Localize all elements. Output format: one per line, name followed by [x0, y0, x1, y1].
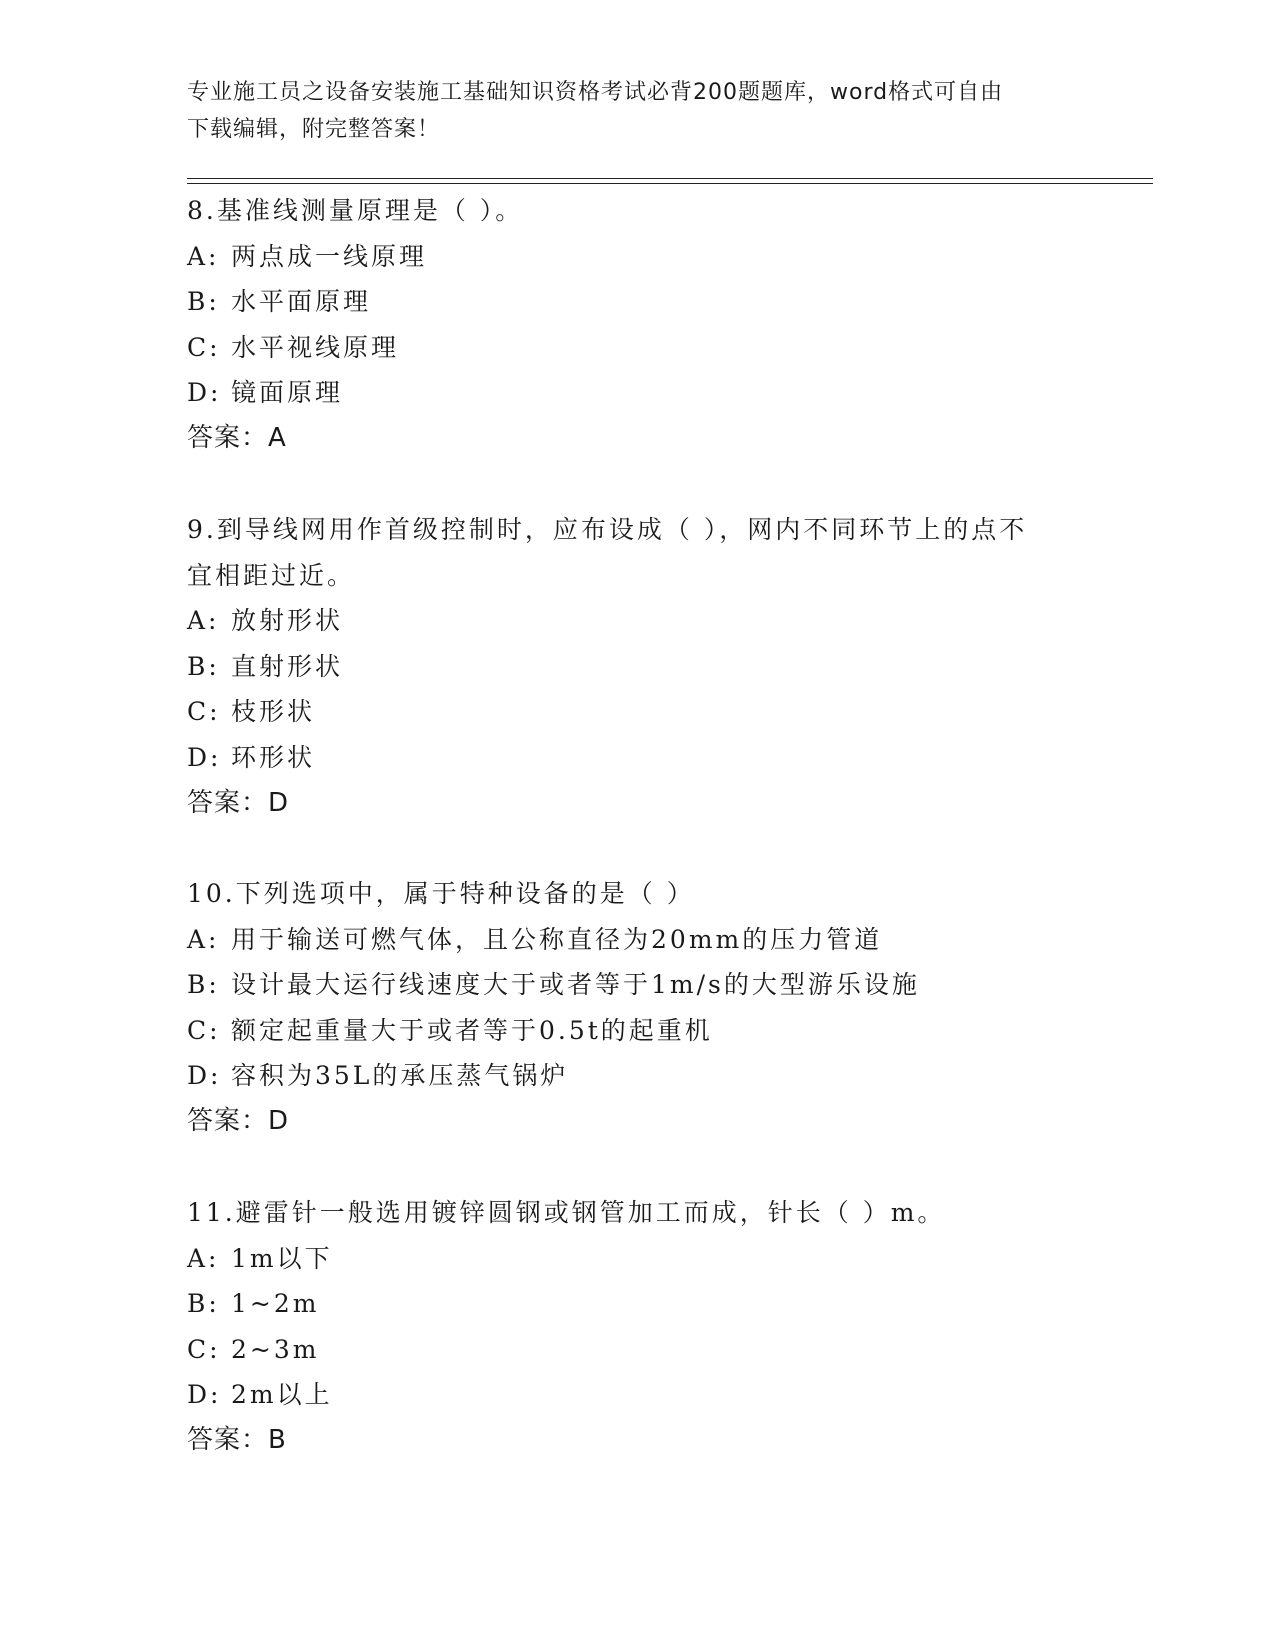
- option-key: B:: [187, 970, 220, 1000]
- header-line-1: 专业施工员之设备安装施工基础知识资格考试必背200题题库，word格式可自由: [187, 80, 1004, 105]
- question-stem-continued: 宜相距过近。: [187, 560, 356, 590]
- option-key: C:: [187, 697, 221, 727]
- option-text: 容积为35L的承压蒸气锅炉: [231, 1061, 569, 1091]
- answer-line: 答案：A: [187, 422, 287, 453]
- option-a: [187, 598, 1087, 644]
- option-b: [187, 644, 1087, 690]
- option-key: C:: [187, 1015, 221, 1045]
- option-key: C:: [187, 332, 221, 362]
- question-block: [187, 188, 1087, 462]
- option-d: [187, 1372, 1087, 1418]
- option-key: D:: [187, 378, 222, 408]
- option-key: B:: [187, 1289, 220, 1319]
- question-stem: 9.到导线网用作首级控制时，应布设成（ ），网内不同环节上的点不: [187, 515, 1028, 544]
- option-key: D:: [187, 742, 222, 772]
- option-text: 枝形状: [231, 697, 316, 727]
- answer-line: 答案：D: [187, 787, 290, 818]
- option-text: 用于输送可燃气体，且公称直径为20mm的压力管道: [231, 924, 883, 954]
- option-text: 1~2m: [231, 1289, 320, 1319]
- option-text: 两点成一线原理: [231, 241, 428, 271]
- option-b: [187, 1281, 1087, 1327]
- option-a: [187, 1236, 1087, 1282]
- option-text: 设计最大运行线速度大于或者等于1m/s的大型游乐设施: [231, 970, 920, 1000]
- option-b: [187, 962, 1087, 1008]
- option-c: [187, 1008, 1087, 1054]
- option-text: 直射形状: [231, 651, 344, 681]
- document-header: [187, 74, 1087, 148]
- option-text: 2~3m: [231, 1334, 320, 1364]
- answer-line: 答案：D: [187, 1105, 290, 1136]
- header-divider-top: [187, 178, 1153, 179]
- question-block: [187, 507, 1087, 826]
- question-stem: 8.基准线测量原理是（ ）。: [187, 196, 524, 225]
- option-c: [187, 1327, 1087, 1373]
- option-a: [187, 917, 1087, 963]
- option-key: B:: [187, 287, 220, 317]
- answer-line: 答案：B: [187, 1424, 287, 1455]
- option-text: 水平面原理: [231, 287, 372, 317]
- option-key: A:: [187, 924, 220, 954]
- option-key: D:: [187, 1380, 222, 1410]
- option-key: D:: [187, 1061, 222, 1091]
- question-stem: 10.下列选项中，属于特种设备的是（ ）: [187, 879, 695, 908]
- option-text: 环形状: [231, 742, 316, 772]
- option-d: [187, 370, 1087, 416]
- option-text: 2m以上: [231, 1380, 333, 1410]
- option-c: [187, 689, 1087, 735]
- option-key: A:: [187, 606, 220, 636]
- option-key: C:: [187, 1334, 221, 1364]
- header-line-2: 下载编辑，附完整答案！: [187, 117, 441, 142]
- option-d: [187, 1053, 1087, 1099]
- header-divider-bottom: [187, 183, 1153, 184]
- option-text: 镜面原理: [231, 378, 344, 408]
- option-text: 额定起重量大于或者等于0.5t的起重机: [231, 1015, 713, 1045]
- option-text: 放射形状: [231, 606, 344, 636]
- option-key: A:: [187, 1243, 220, 1273]
- option-b: [187, 279, 1087, 325]
- question-block: [187, 1190, 1087, 1464]
- option-c: [187, 325, 1087, 371]
- option-text: 水平视线原理: [231, 332, 400, 362]
- question-stem: 11.避雷针一般选用镀锌圆钢或钢管加工而成，针长（ ）m。: [187, 1198, 946, 1227]
- option-key: B:: [187, 651, 220, 681]
- option-a: [187, 234, 1087, 280]
- option-d: [187, 735, 1087, 781]
- option-text: 1m以下: [231, 1243, 333, 1273]
- question-block: [187, 871, 1087, 1145]
- option-key: A:: [187, 241, 220, 271]
